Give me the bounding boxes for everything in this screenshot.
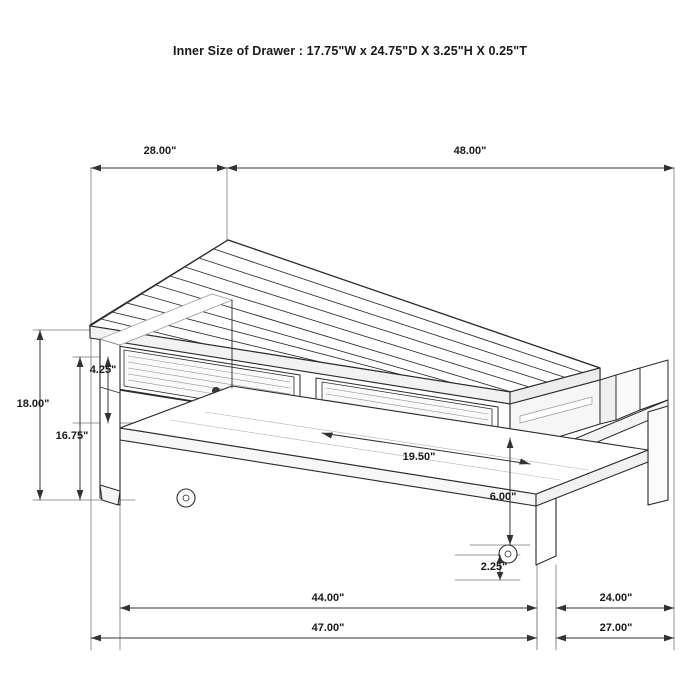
dim-label-side-outer: 27.00" xyxy=(599,622,633,634)
dim-label-drawer-height: 4.25" xyxy=(89,364,117,376)
casters xyxy=(177,489,517,563)
dim-label-shelf-clearance: 6.00" xyxy=(489,491,517,503)
page-title: Inner Size of Drawer : 17.75"W x 24.75"D X 3.25"H X 0.25"T xyxy=(173,44,527,58)
dim-label-front-outer: 47.00" xyxy=(311,622,345,634)
dim-label-caster-height: 2.25" xyxy=(480,561,508,573)
dim-label-side-inner: 24.00" xyxy=(599,592,633,604)
dim-label-drawer-width: 19.50" xyxy=(402,451,436,463)
arrow-28-left xyxy=(91,165,101,172)
dim-label-underside-height: 16.75" xyxy=(55,430,89,442)
arrow-48-right xyxy=(664,165,674,172)
dim-label-overall-height: 18.00" xyxy=(16,398,50,410)
dim-label-top-right: 48.00" xyxy=(453,145,487,157)
leg-right-rear-lower xyxy=(648,406,668,505)
leg-right-rear xyxy=(616,368,640,420)
dim-label-front-inner: 44.00" xyxy=(311,592,345,604)
leg-right-rear-inner xyxy=(600,375,616,424)
arrow-28-right xyxy=(217,165,227,172)
dim-label-top-left: 28.00" xyxy=(143,145,177,157)
arrow-48-left xyxy=(227,165,237,172)
